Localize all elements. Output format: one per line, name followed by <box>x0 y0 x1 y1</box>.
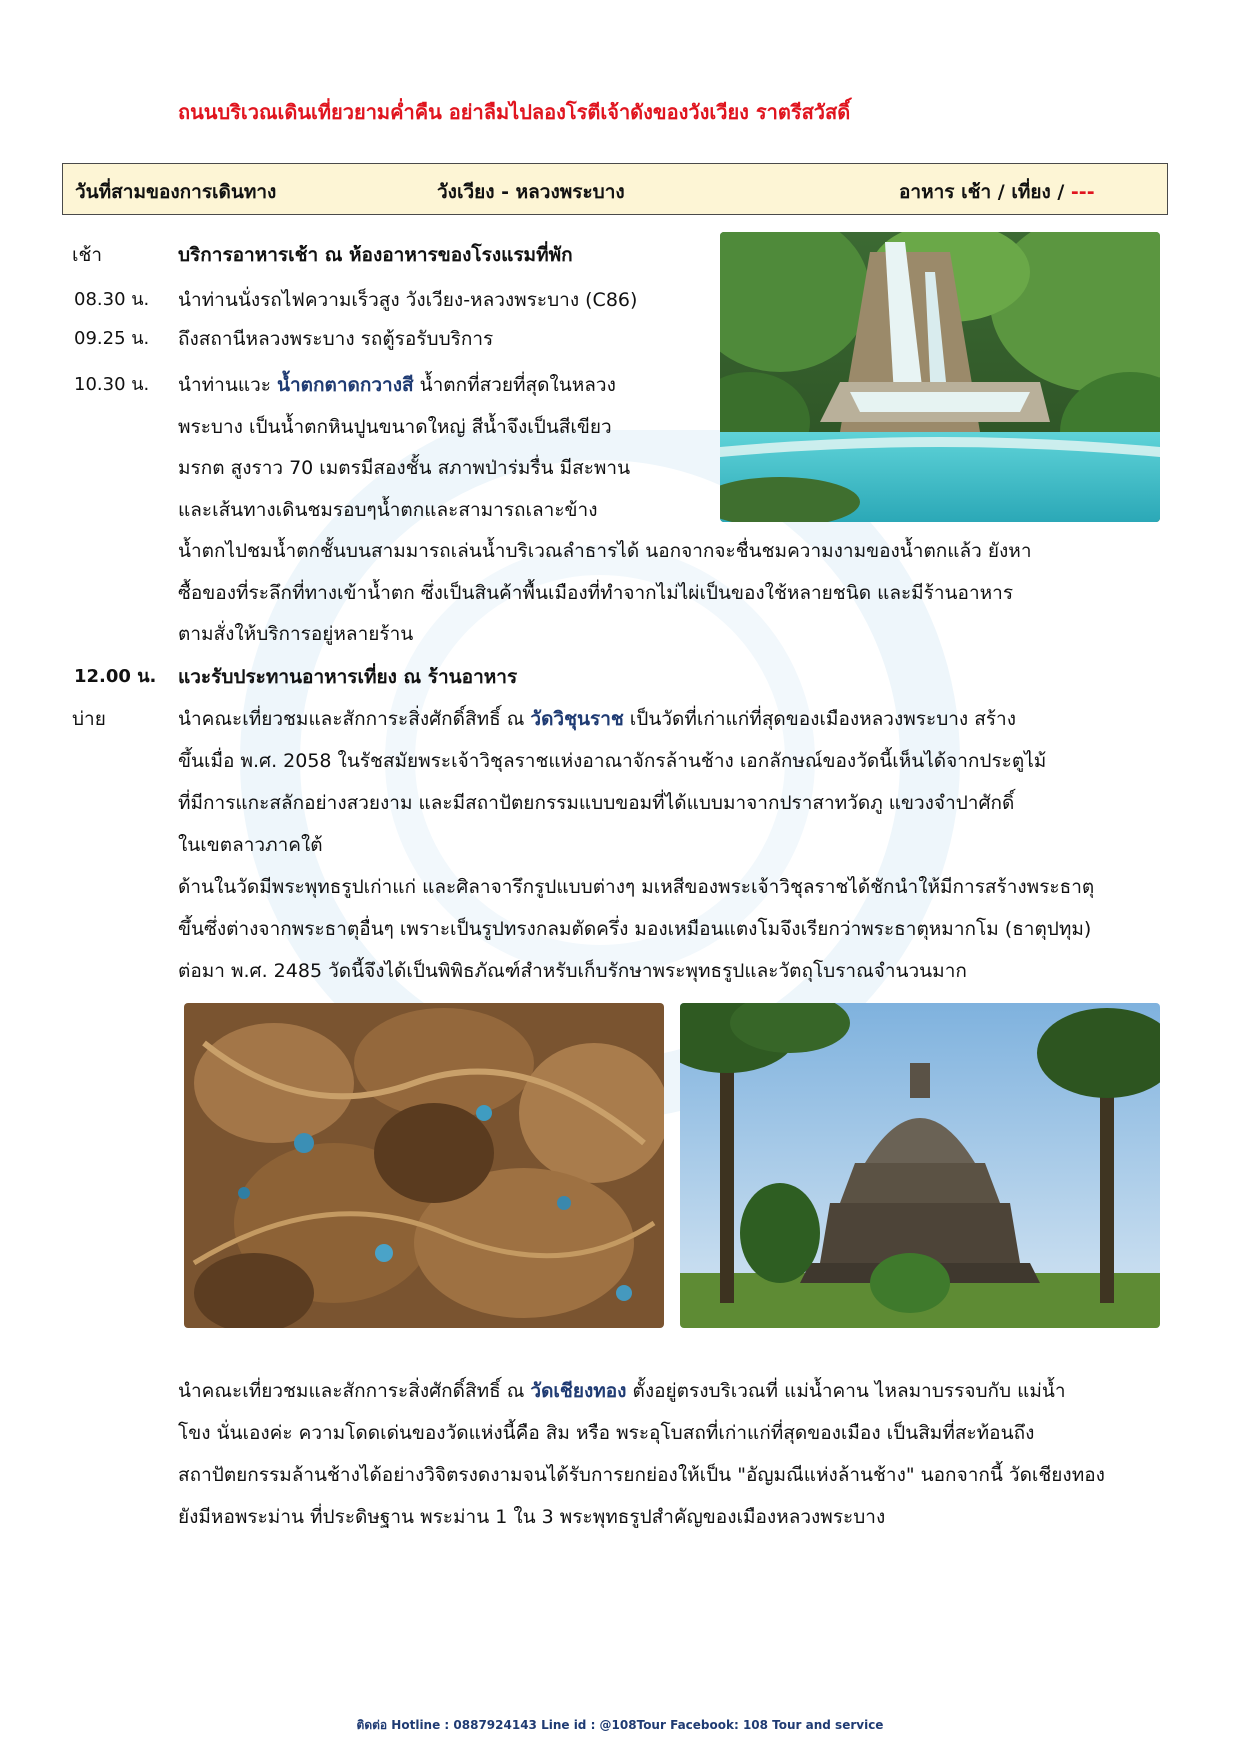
waterfall-line-7: ตามสั่งให้บริการอยู่หลายร้าน <box>178 623 414 645</box>
waterfall-name: น้ำตกตาดกวางสี <box>277 374 414 396</box>
day-label: วันที่สามของการเดินทาง <box>75 181 277 203</box>
wat-xiengthong-name: วัดเชียงทอง <box>530 1380 627 1402</box>
time-label-0925: 09.25 น. <box>74 328 150 349</box>
time-label-morning: เช้า <box>72 244 103 266</box>
visoun-line-2: ขึ้นเมื่อ พ.ศ. 2058 ในรัชสมัยพระเจ้าวิชุลราชแห่งอาณาจักรล้านช้าง เอกลักษณ์ของวัดนี้เห็นได้จากประตูไม้ <box>178 750 1047 772</box>
meals-dinner-dash: --- <box>1070 181 1095 203</box>
lunch-text: แวะรับประทานอาหารเที่ยง ณ ร้านอาหาร <box>178 666 518 688</box>
train-text: นำท่านนั่งรถไฟความเร็วสูง วังเวียง-หลวงพระบาง (C86) <box>178 289 638 311</box>
meals-label <box>899 177 1095 207</box>
visoun-line-7: ต่อมา พ.ศ. 2485 วัดนี้จึงได้เป็นพิพิธภัณฑ์สำหรับเก็บรักษาพระพุทธรูปและวัตถุโบราณจำนวนมาก <box>178 960 967 982</box>
visoun-line-5: ด้านในวัดมีพระพุทธรูปเก่าแก่ และศิลาจารึกรูปแบบต่างๆ มเหสีของพระเจ้าวิชุลราชได้ชักนำให้มีการสร้างพระธาตุ <box>178 876 1095 898</box>
time-label-0830: 08.30 น. <box>74 289 150 310</box>
arrival-text: ถึงสถานีหลวงพระบาง รถตู้รอรับบริการ <box>178 328 494 350</box>
xiengthong-line-1-post: ตั้งอยู่ตรงบริเวณที่ แม่น้ำคาน ไหลมาบรรจบกับ แม่น้ำ <box>626 1380 1066 1402</box>
day-header-bar <box>62 163 1168 215</box>
waterfall-line-2: พระบาง เป็นน้ำตกหินปูนขนาดใหญ่ สีน้ำจึงเป็นสีเขียว <box>178 416 612 438</box>
visoun-line-1-pre: นำคณะเที่ยวชมและสักการะสิ่งศักดิ์สิทธิ์ ณ <box>178 708 531 730</box>
waterfall-line-6: ซื้อของที่ระลึกที่ทางเข้าน้ำตก ซึ่งเป็นสินค้าพื้นเมืองที่ทำจากไม่ไผ่เป็นของใช้หลายชนิด และมีร้านอาหาร <box>178 582 1014 604</box>
page-headline: ถนนบริเวณเดินเที่ยวยามค่ำคืน อย่าลืมไปลองโรตีเจ้าดังของวังเวียง ราตรีสวัสดิ์ <box>178 100 851 124</box>
visoun-line-1-post: เป็นวัดที่เก่าแก่ที่สุดของเมืองหลวงพระบาง สร้าง <box>623 708 1016 730</box>
xiengthong-line-2: โขง นั่นเองค่ะ ความโดดเด่นของวัดแห่งนี้คือ สิม หรือ พระอุโบสถที่เก่าแก่ที่สุดของเมือง เป็นสิมที่สะท้อนถึง <box>178 1422 1035 1444</box>
waterfall-intro <box>178 372 616 398</box>
waterfall-line-4: และเส้นทางเดินชมรอบๆน้ำตกและสามารถเลาะข้าง <box>178 499 598 521</box>
waterfall-photo <box>720 232 1160 522</box>
visoun-line-1 <box>178 706 1016 732</box>
wat-visoun-name: วัดวิชุนราช <box>530 708 624 730</box>
contact-footer: ติดต่อ Hotline : 0887924143 Line id : @108Tour Facebook: 108 Tour and service <box>356 1718 884 1732</box>
xiengthong-line-1-pre: นำคณะเที่ยวชมและสักการะสิ่งศักดิ์สิทธิ์ ณ <box>178 1380 531 1402</box>
time-label-1200: 12.00 น. <box>74 666 157 687</box>
time-label-afternoon: บ่าย <box>72 708 106 730</box>
morning-breakfast-text: บริการอาหารเช้า ณ ห้องอาหารของโรงแรมที่พัก <box>178 244 573 266</box>
waterfall-intro-post: น้ำตกที่สวยที่สุดในหลวง <box>413 374 616 396</box>
xiengthong-line-1 <box>178 1378 1066 1404</box>
waterfall-line-5: น้ำตกไปชมน้ำตกชั้นบนสามมารถเล่นน้ำบริเวณลำธารได้ นอกจากจะชื่นชมความงามของน้ำตกแล้ว ยังหา <box>178 540 1032 562</box>
wood-carving-photo <box>184 1003 664 1328</box>
meals-text: อาหาร เช้า / เที่ยง / <box>899 181 1071 203</box>
waterfall-line-3: มรกต สูงราว 70 เมตรมีสองชั้น สภาพป่าร่มรื่น มีสะพาน <box>178 457 631 479</box>
time-label-1030: 10.30 น. <box>74 374 150 395</box>
visoun-line-6: ขึ้นซึ่งต่างจากพระธาตุอื่นๆ เพราะเป็นรูปทรงกลมตัดครึ่ง มองเหมือนแตงโมจึงเรียกว่าพระธาตุหมากโม (ธาตุปทุม) <box>178 918 1092 940</box>
that-makmo-stupa-photo <box>680 1003 1160 1328</box>
waterfall-intro-pre: นำท่านแวะ <box>178 374 277 396</box>
visoun-line-4: ในเขตลาวภาคใต้ <box>178 834 323 856</box>
visoun-line-3: ที่มีการแกะสลักอย่างสวยงาม และมีสถาปัตยกรรมแบบขอมที่ได้แบบมาจากปราสาทวัดภู แขวงจำปาศักดิ์ <box>178 792 1015 814</box>
xiengthong-line-3: สถาปัตยกรรมล้านช้างได้อย่างวิจิตรงดงามจนได้รับการยกย่องให้เป็น "อัญมณีแห่งล้านช้าง" นอกจากนี้ วัดเชียงทอง <box>178 1464 1105 1486</box>
route-label: วังเวียง - หลวงพระบาง <box>437 181 625 203</box>
xiengthong-line-4: ยังมีหอพระม่าน ที่ประดิษฐาน พระม่าน 1 ใน 3 พระพุทธรูปสำคัญของเมืองหลวงพระบาง <box>178 1506 886 1528</box>
